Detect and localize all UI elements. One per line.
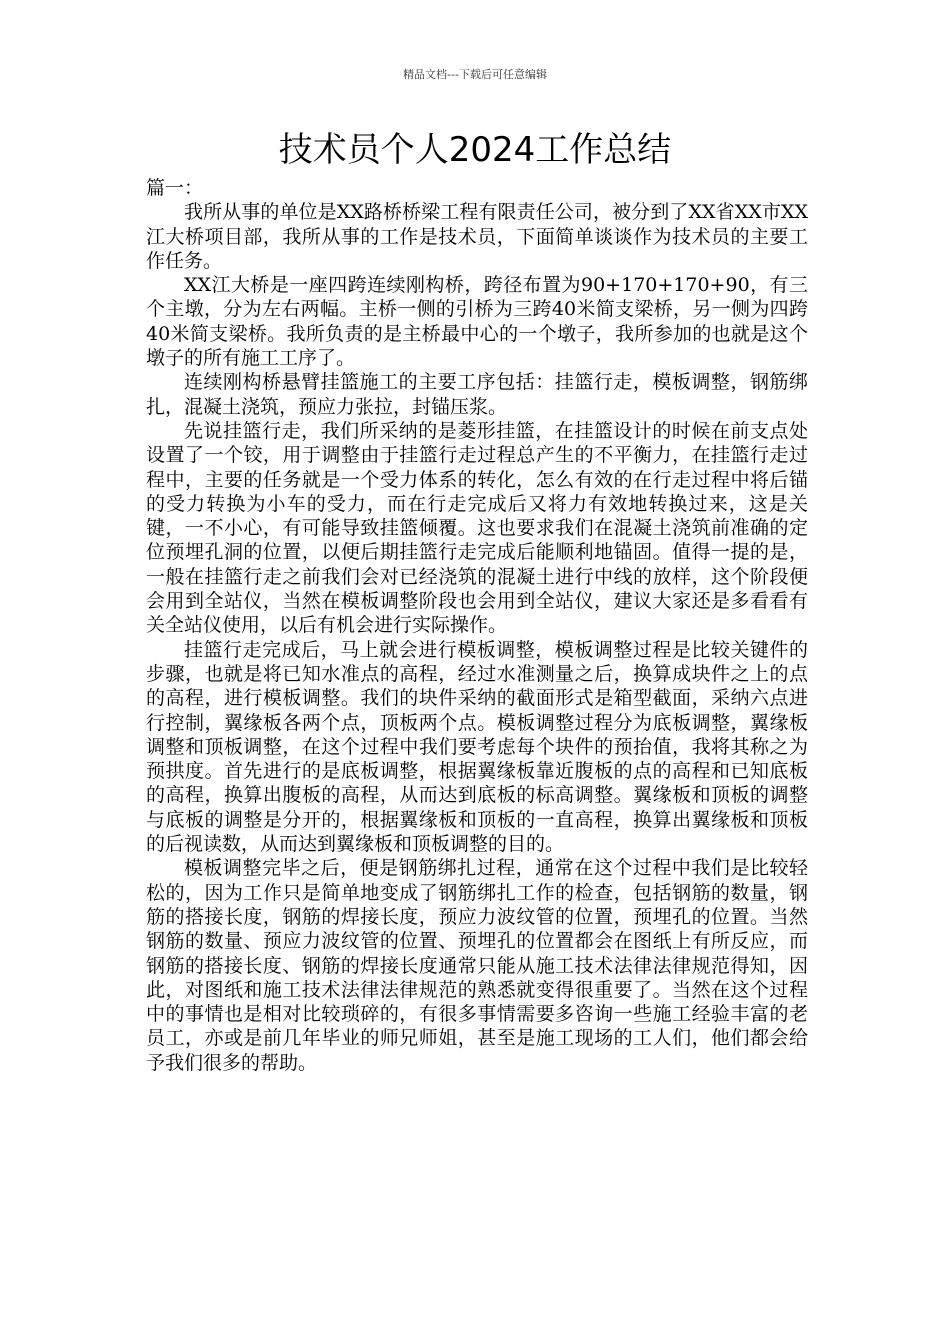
- paragraph-formwork-adjustment: 挂篮行走完成后，马上就会进行模板调整，模板调整过程是比较关键件的步骤，也就是将已知水准点的高程，经过水准测量之后，换算成块件之上的点的高程，进行模板调整。我们的块件采纳的截面形式是箱型截面，采纳六点进行控制，翼缘板各两个点，顶板两个点。模板调整过程分为底板调整，翼缘板调整和顶板调整，在这个过程中我们要考虑每个块件的预抬值，我将其称之为预拱度。首先进行的是底板调整，根据翼缘板靠近腹板的点的高程和已知底板的高程，换算出腹板的高程，从而达到底板的标高调整。翼缘板和顶板的调整与底板的调整是分开的，根据翼缘板和顶板的一直高程，换算出翼缘板和顶板的后视读数，从而达到翼缘板和顶板调整的目的。: [146, 638, 808, 856]
- paragraph-main-procedures: 连续刚构桥悬臂挂篮施工的主要工序包括：挂篮行走，模板调整，钢筋绑扎，混凝土浇筑，预应力张拉，封锚压浆。: [146, 371, 808, 418]
- paragraph-cradle-moving: 先说挂篮行走，我们所采纳的是菱形挂篮，在挂篮设计的时候在前支点处设置了一个铰，用于调整由于挂篮行走过程总产生的不平衡力，在挂篮行走过程中，主要的任务就是一个受力体系的转化，怎么有效的在行走过程中将后锚的受力转换为小车的受力，而在行走完成后又将力有效地转换过来，这是关键，一不小心，有可能导致挂篮倾覆。这也要求我们在混凝土浇筑前准确的定位预埋孔洞的位置，以便后期挂篮行走完成后能顺利地锚固。值得一提的是，一般在挂篮行走之前我们会对已经浇筑的混凝土进行中线的放样，这个阶段便会用到全站仪，当然在模板调整阶段也会用到全站仪，建议大家还是多看看有关全站仪使用，以后有机会进行实际操作。: [146, 419, 808, 637]
- paragraph-intro: 我所从事的单位是XX路桥桥梁工程有限责任公司，被分到了XX省XX市XX江大桥项目部，我所从事的工作是技术员，下面简单谈谈作为技术员的主要工作任务。: [146, 201, 808, 272]
- section-label: 篇一：: [146, 177, 204, 199]
- paragraph-rebar-binding: 模板调整完毕之后，便是钢筋绑扎过程，通常在这个过程中我们是比较轻松的，因为工作只是简单地变成了钢筋绑扎工作的检查，包括钢筋的数量，钢筋的搭接长度，钢筋的焊接长度，预应力波纹管的位置，预埋孔的位置。当然钢筋的数量、预应力波纹管的位置、预埋孔的位置都会在图纸上有所反应，而钢筋的搭接长度、钢筋的焊接长度通常只能从施工技术法律法律规范得知，因此，对图纸和施工技术法律法律规范的熟悉就变得很重要了。当然在这个过程中的事情也是相对比较琐碎的，有很多事情需要多咨询一些施工经验丰富的老员工，亦或是前几年毕业的师兄师姐，甚至是施工现场的工人们，他们都会给予我们很多的帮助。: [146, 857, 808, 1074]
- document-title: 技术员个人2024工作总结: [278, 130, 672, 170]
- page-header-watermark: 精品文档---下载后可任意编辑: [403, 68, 547, 81]
- document-body: [146, 176, 808, 1075]
- paragraph-bridge-overview: XX江大桥是一座四跨连续刚构桥，跨径布置为90+170+170+90，有三个主墩，分为左右两幅。主桥一侧的引桥为三跨40米简支梁桥，另一侧为四跨40米简支梁桥。我所负责的是主桥最中心的一个墩子，我所参加的也就是这个墩子的所有施工工序了。: [146, 274, 808, 370]
